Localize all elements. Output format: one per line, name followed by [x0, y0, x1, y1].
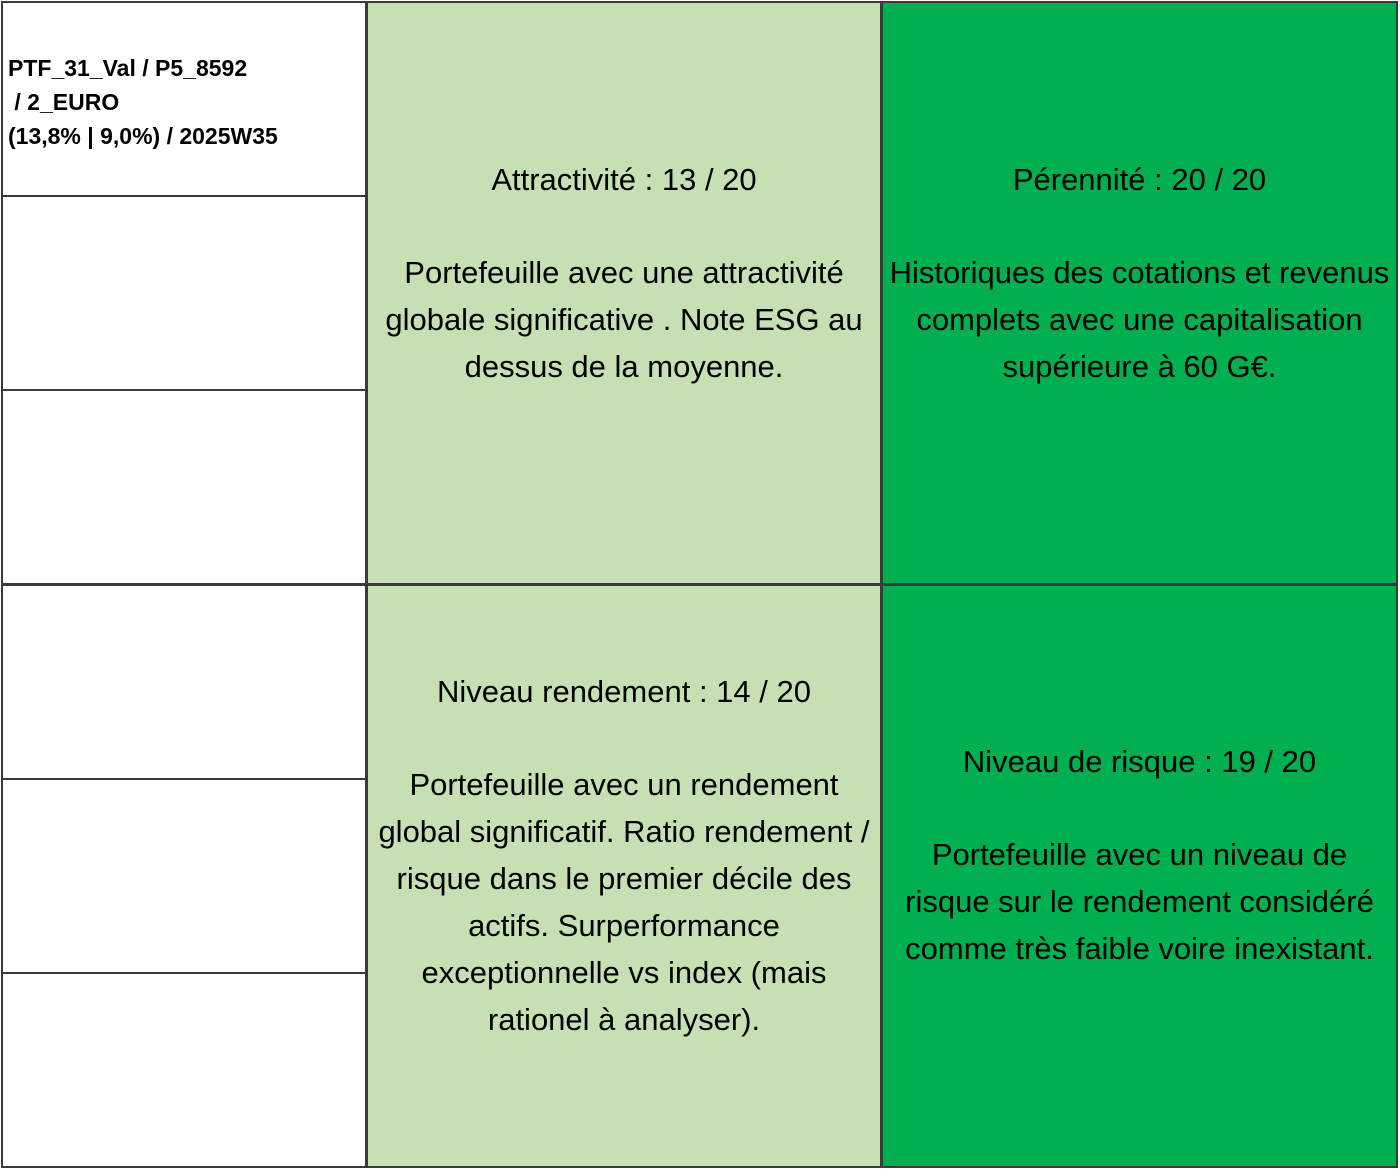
empty-cell: [1, 584, 367, 780]
perennite-description: Historiques des cotations et revenus complets avec une capitalisation supérieure à 60 G€.: [889, 255, 1390, 384]
risque-description: Portefeuille avec un niveau de risque sur le rendement considéré comme très faible voire inexistant.: [905, 837, 1374, 966]
rendement-title: Niveau rendement : 14 / 20: [437, 674, 811, 709]
header-line-2: / 2_EURO: [8, 89, 120, 115]
empty-cell: [1, 195, 367, 391]
header-line-1: PTF_31_Val / P5_8592: [8, 55, 248, 81]
risque-cell: [881, 584, 1398, 1168]
perennite-cell: [881, 1, 1398, 585]
portfolio-header-text: [8, 51, 278, 153]
attractivite-cell: [366, 1, 882, 585]
header-line-3: (13,8% | 9,0%) / 2025W35: [8, 123, 278, 149]
empty-cell: [1, 389, 367, 585]
rendement-cell: [366, 584, 882, 1168]
attractivite-title: Attractivité : 13 / 20: [491, 162, 757, 197]
risque-title: Niveau de risque : 19 / 20: [962, 744, 1317, 779]
portfolio-header-cell: [1, 1, 367, 197]
empty-cell: [1, 972, 367, 1168]
rendement-description: Portefeuille avec un rendement global significatif. Ratio rendement / risque dans le premier décile des actifs. Surperformance exceptionnelle vs index (mais rationel à analyser).: [378, 767, 870, 1037]
attractivite-description: Portefeuille avec une attractivité globale significative . Note ESG au dessus de la moyenne.: [385, 255, 863, 384]
perennite-title: Pérennité : 20 / 20: [1012, 162, 1267, 197]
empty-cell: [1, 778, 367, 974]
